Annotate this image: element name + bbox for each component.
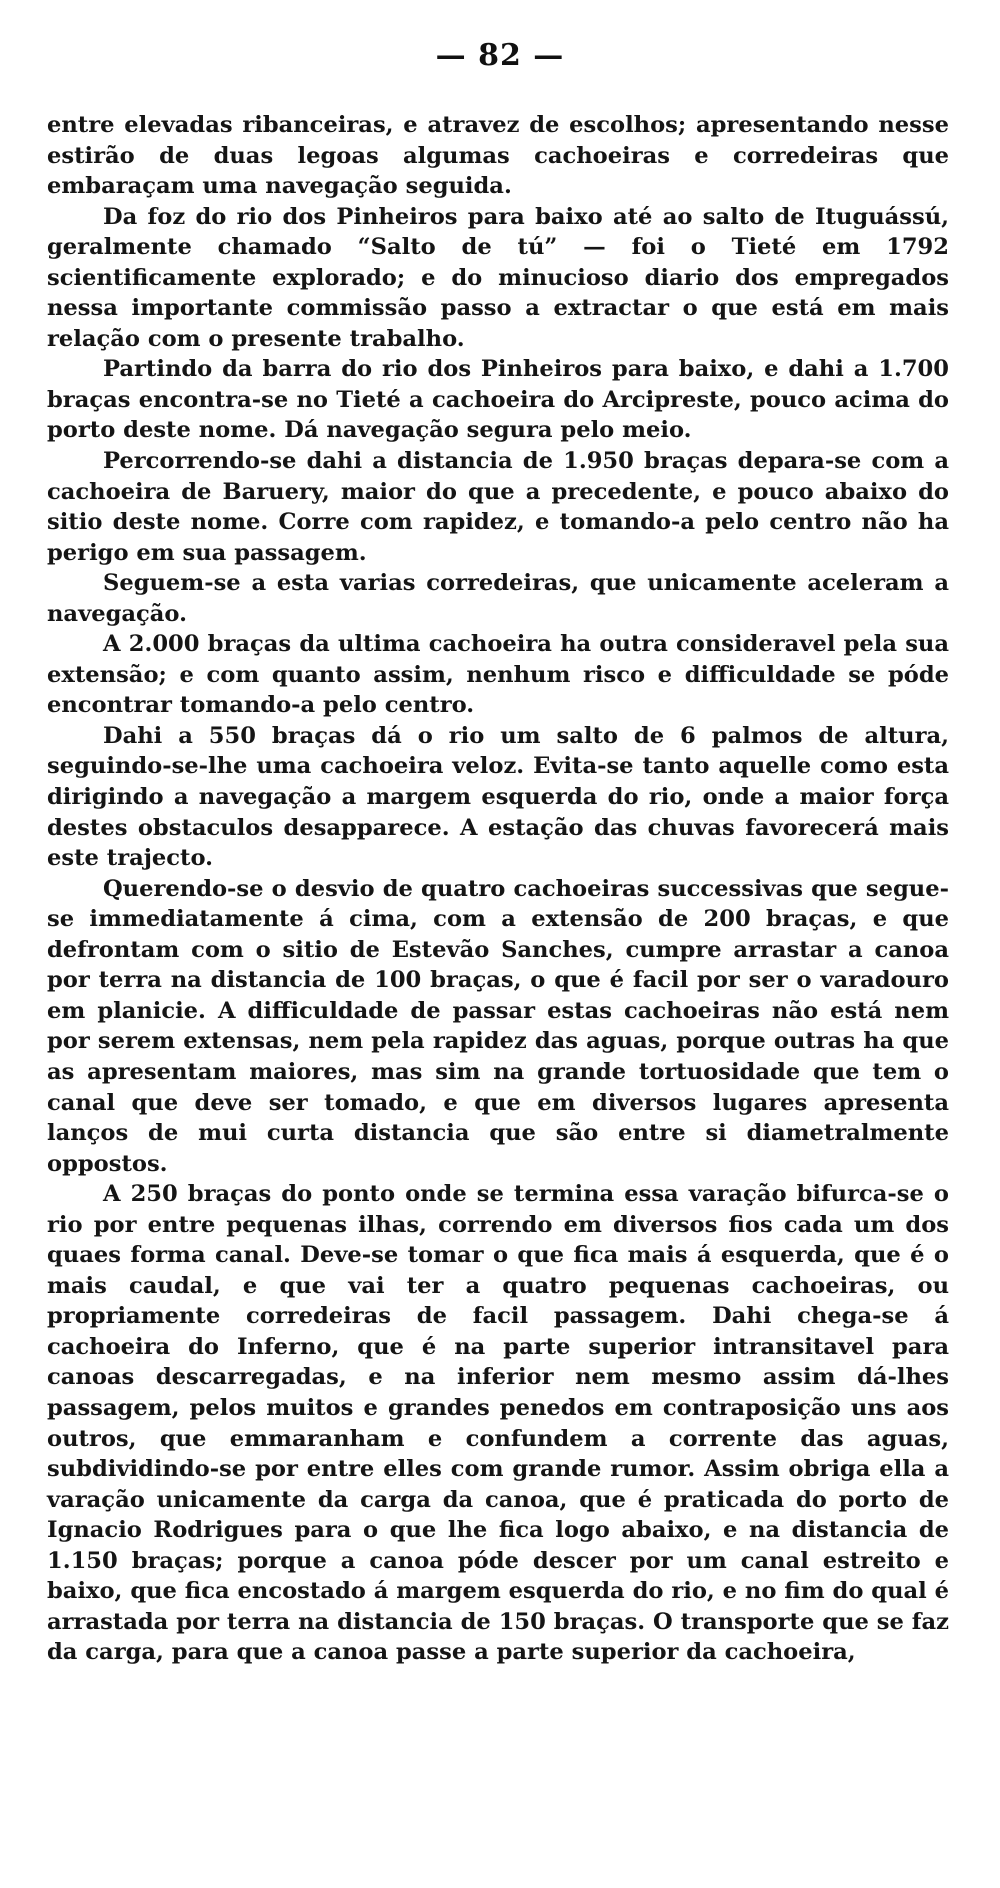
- page-number: — 82 —: [435, 38, 565, 73]
- paragraph: A 250 braças do ponto onde se termina essa varação bifurca-se o rio por entre pequenas ilhas, correndo em diversos fios cada um dos quaes forma canal. Deve-se tomar o que fica mais á esquerda, que é o mais caudal, e que vai ter a quatro pequenas cachoeiras, ou propriamente corredeiras de facil passagem. Dahi chega-se á cachoeira do Inferno, que é na parte superior intransitavel para canoas descarregadas, e na inferior nem mesmo assim dá-lhes passagem, pelos muitos e grandes penedos em contraposição uns aos outros, que emmaranham e confundem a corrente das aguas, subdividindo-se por entre elles com grande rumor. Assim obriga ella a varação unicamente da carga da canoa, que é praticada do porto de Ignacio Rodrigues para o que lhe fica logo abaixo, e na distancia de 1.150 braças; porque a canoa póde descer por um canal estreito e baixo, que fica encostado á margem esquerda do rio, e no fim do qual é arrastada por terra na distancia de 150 braças. O transporte que se faz da carga, para que a canoa passe a parte superior da cachoeira,: [47, 1181, 949, 1666]
- paragraph: Dahi a 550 braças dá o rio um salto de 6 palmos de altura, seguindo-se-lhe uma cachoeira veloz. Evita-se tanto aquelle como esta dirigindo a navegação a margem esquerda do rio, onde a maior força destes obstaculos desapparece. A estação das chuvas favorecerá mais este trajecto.: [47, 722, 949, 872]
- page-text: [47, 110, 949, 1668]
- paragraph: Querendo-se o desvio de quatro cachoeiras successivas que segue-se immediatamente á cima, com a extensão de 200 braças, e que defrontam com o sitio de Estevão Sanches, cumpre arrastar a canoa por terra na distancia de 100 braças, o que é facil por ser o varadouro em planicie. A difficuldade de passar estas cachoeiras não está nem por serem extensas, nem pela rapidez das aguas, porque outras ha que as apresentam maiores, mas sim na grande tortuosidade que tem o canal que deve ser tomado, e que em diversos lugares apresenta lanços de mui curta distancia que são entre si diametralmente oppostos.: [47, 875, 949, 1177]
- paragraph: A 2.000 braças da ultima cachoeira ha outra consideravel pela sua extensão; e com quanto assim, nenhum risco e difficuldade se póde encontrar tomando-a pelo centro.: [47, 631, 949, 719]
- paragraph: Percorrendo-se dahi a distancia de 1.950 braças depara-se com a cachoeira de Baruery, maior do que a precedente, e pouco abaixo do sitio deste nome. Corre com rapidez, e tomando-a pelo centro não ha perigo em sua passagem.: [47, 448, 949, 566]
- paragraph: Da foz do rio dos Pinheiros para baixo até ao salto de Ituguássú, geralmente chamado “Salto de tú” — foi o Tieté em 1792 scientificamente explorado; e do minucioso diario dos empregados nessa importante commissão passo a extractar o que está em mais relação com o presente trabalho.: [47, 203, 949, 352]
- paragraph: Seguem-se a esta varias corredeiras, que unicamente aceleram a navegação.: [47, 570, 949, 627]
- paragraph: entre elevadas ribanceiras, e atravez de escolhos; apresentando nesse estirão de duas legoas algumas cachoeiras e corredeiras que embaraçam uma navegação seguida.: [47, 112, 949, 200]
- paragraph: Partindo da barra do rio dos Pinheiros para baixo, e dahi a 1.700 braças encontra-se no Tieté a cachoeira do Arcipreste, pouco acima do porto deste nome. Dá navegação segura pelo meio.: [47, 356, 949, 444]
